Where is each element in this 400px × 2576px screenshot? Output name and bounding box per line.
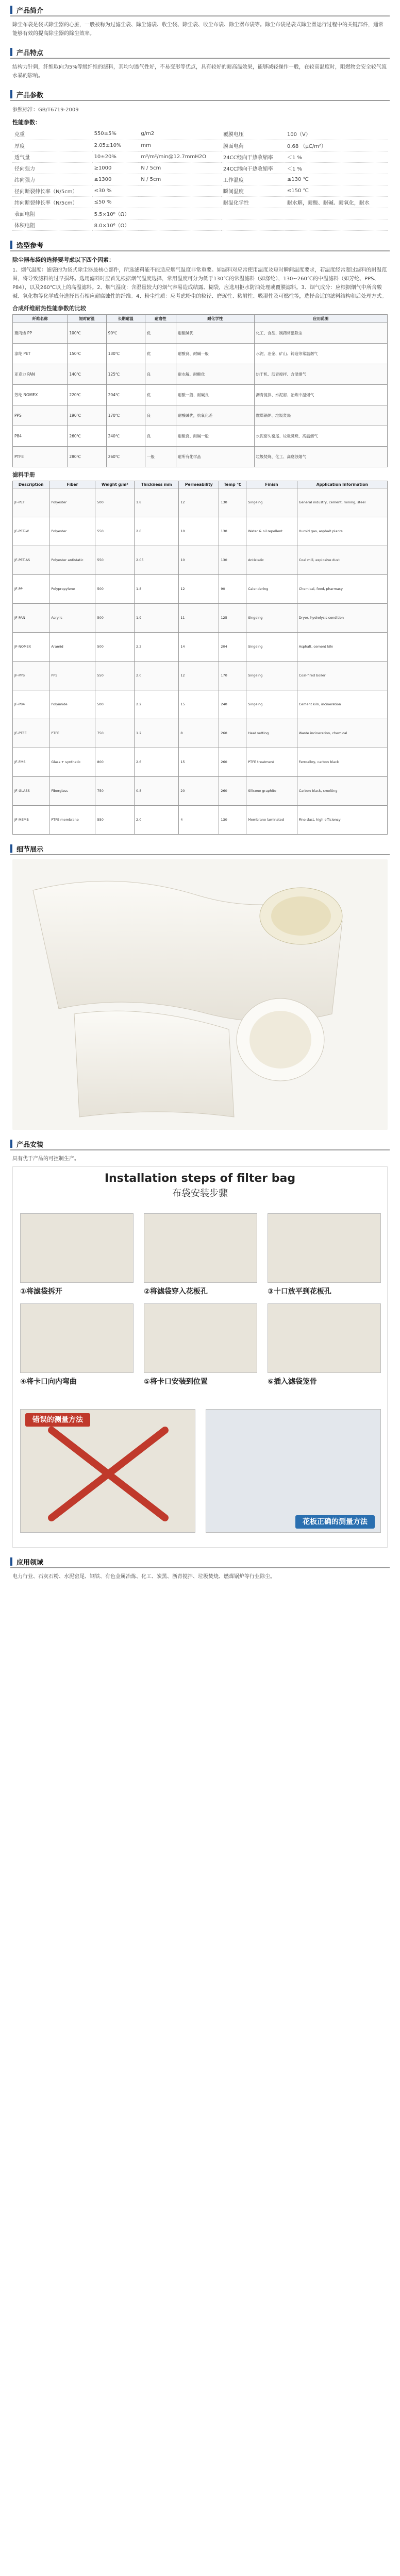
table-cell: 170 [219, 661, 246, 690]
table-cell: 125 [219, 603, 246, 632]
table-cell: JF-P84 [13, 690, 49, 719]
table-cell: Calendering [246, 574, 297, 603]
spec-cell: 10±20% [92, 151, 139, 162]
spec-cell: 24CC纬向干热收缩率 [221, 162, 285, 174]
spec-cell: 径向强力 [12, 162, 92, 174]
spec-cell: 克重 [12, 128, 92, 140]
install-step [144, 1213, 257, 1296]
table-header-cell: Thickness mm [135, 481, 179, 488]
table-cell: Antistatic [246, 546, 297, 574]
install-step [144, 1303, 257, 1386]
table-cell: Singeing [246, 632, 297, 661]
table-cell: 2.05 [135, 546, 179, 574]
table-cell: 800 [95, 748, 135, 776]
table-cell: JF-GLASS [13, 776, 49, 805]
table-cell: Cement kiln, incineration [297, 690, 387, 719]
table-cell: 260℃ [106, 446, 145, 467]
table-cell: 90 [219, 574, 246, 603]
section-intro [10, 3, 390, 16]
table-cell: 90℃ [106, 323, 145, 343]
table-header-row [13, 314, 388, 323]
table-cell: 260℃ [68, 426, 106, 446]
table-cell: 0.8 [135, 776, 179, 805]
table-cell: 4 [179, 805, 219, 834]
table-cell: 15 [179, 690, 219, 719]
table-row [13, 343, 388, 364]
features-text: 结构力针刺，纤维取向为5%等级纤维的滤料，其均匀透气性好，不易变形等优点，具有较好的耐高温效果，能够减轻操作一般，在较高温度时，阻燃物会安全较气流水暴的影响。 [12, 64, 387, 79]
table-cell: General industry, cement, mining, steel [297, 488, 387, 517]
step-label: ⑤将卡口安装到位置 [144, 1377, 208, 1386]
install-step [268, 1303, 381, 1386]
spec-cell: 膜面电荷 [221, 140, 285, 151]
spec-cell: 8.0×10⁶（Ω） [92, 219, 139, 230]
table-cell: 240℃ [106, 426, 145, 446]
table-cell: 170℃ [106, 405, 145, 426]
table-cell: 12 [179, 574, 219, 603]
table-row [13, 364, 388, 384]
table-cell: JF-PAN [13, 603, 49, 632]
table-cell: PTFE [13, 446, 68, 467]
table-cell: Polyester [49, 517, 95, 546]
table-cell: 500 [95, 690, 135, 719]
table-cell: Singeing [246, 603, 297, 632]
spec-cell: g/m2 [139, 128, 221, 140]
table-header-cell: 长期耐温 [106, 314, 145, 323]
table-cell: 沥青搅拌、水泥窑、冶炼中温烟气 [254, 384, 387, 405]
spec-cell [139, 196, 221, 208]
section-bar [10, 90, 12, 98]
spec-row [12, 196, 388, 208]
table-cell: 130 [219, 488, 246, 517]
section-params [10, 88, 390, 101]
spec-cell: 纬向断裂伸长率（N/5cm） [12, 196, 92, 208]
table-cell: 204℃ [106, 384, 145, 405]
table-row [13, 426, 388, 446]
section-bar [10, 844, 12, 853]
table-cell: 20 [179, 776, 219, 805]
section-bar [10, 1557, 12, 1566]
table-cell: 优 [145, 384, 176, 405]
table-cell: JF-FMS [13, 748, 49, 776]
table-cell: 130 [219, 546, 246, 574]
step-image [268, 1213, 381, 1283]
right-method-image [206, 1409, 381, 1533]
spec-cell: ＜1 % [285, 151, 388, 162]
spec-cell [139, 219, 221, 230]
table-row [13, 776, 388, 805]
table-header-cell: Application Information [297, 481, 387, 488]
table-cell: 良 [145, 426, 176, 446]
table-cell: P84 [13, 426, 68, 446]
spec-cell [139, 185, 221, 196]
wrong-method-badge: 错误的测量方法 [25, 1413, 90, 1427]
table-cell: 优 [145, 323, 176, 343]
table-cell: 750 [95, 776, 135, 805]
spec-cell: m³/m²/min@12.7mmH2O [139, 151, 221, 162]
product-page [0, 3, 400, 1595]
spec-cell: 24CC经向干热收缩率 [221, 151, 285, 162]
section-selection [10, 238, 390, 251]
standard-text: 参照标准：GB/T6719-2009 [12, 107, 79, 113]
spec-cell: 工作温度 [221, 174, 285, 185]
table-cell: 耐酸良、耐碱一般 [176, 426, 254, 446]
step-label: ③十口放平到花板孔 [268, 1287, 331, 1296]
table-header-cell: 应用范围 [254, 314, 387, 323]
spec-cell: ＜1 % [285, 162, 388, 174]
table-row [13, 748, 388, 776]
table-cell: 芳纶 NOMEX [13, 384, 68, 405]
table-cell: Silicone graphite [246, 776, 297, 805]
spec-table [12, 128, 388, 231]
table-cell: 1.8 [135, 574, 179, 603]
table-cell: Glass + synthetic [49, 748, 95, 776]
table-cell: JF-NOMEX [13, 632, 49, 661]
table-row [13, 690, 388, 719]
table-cell: Asphalt, cement kiln [297, 632, 387, 661]
table-cell: 12 [179, 488, 219, 517]
table-cell: 一般 [145, 446, 176, 467]
table-cell: 550 [95, 805, 135, 834]
table-cell: JF-PET-W [13, 517, 49, 546]
table-row [13, 719, 388, 748]
table-cell: Acrylic [49, 603, 95, 632]
table-cell: 130 [219, 805, 246, 834]
table-cell: 水泥、冶金、矿山、铸造等常温烟气 [254, 343, 387, 364]
table-header-cell: Finish [246, 481, 297, 488]
spec-cell: ≥1300 [92, 174, 139, 185]
install-figure [12, 1166, 388, 1548]
table-cell: Polyimide [49, 690, 95, 719]
spec-cell: 耐水解，耐酸、耐碱、耐氧化，耐水 [285, 196, 388, 208]
table-cell: 耐水解、耐酸优 [176, 364, 254, 384]
step-image [144, 1213, 257, 1283]
table-cell: 260 [219, 748, 246, 776]
spec-cell: 0.68 （μC/m²） [285, 140, 388, 151]
spec-cell: 覆膜电压 [221, 128, 285, 140]
table-cell: 良 [145, 405, 176, 426]
table-cell: 14 [179, 632, 219, 661]
table-cell: JF-PPS [13, 661, 49, 690]
spec-row [12, 208, 388, 219]
table-cell: 垃圾焚烧、化工、高腐蚀烟气 [254, 446, 387, 467]
table-cell: 2.0 [135, 517, 179, 546]
table-cell: Ferroalloy, carbon black [297, 748, 387, 776]
step-label: ⑥插入滤袋笼骨 [268, 1377, 317, 1386]
section-title: 选型参考 [16, 242, 44, 250]
table-cell: Fiberglass [49, 776, 95, 805]
install-subtitle: 布袋安装步骤 [172, 1188, 228, 1199]
section-title: 产品简介 [16, 7, 44, 15]
spec-cell: 2.05±10% [92, 140, 139, 151]
spec-row [12, 140, 388, 151]
table-cell: 240 [219, 690, 246, 719]
application-text: 电力行业、石灰石粉、水泥窑尾、钢铁、有色金属冶炼、化工、炭黑、沥青搅拌、垃圾焚烧、燃煤锅炉等行业除尘。 [12, 1573, 275, 1580]
step-label: ④将卡口向内弯曲 [20, 1377, 77, 1386]
table-cell: 500 [95, 574, 135, 603]
filter-bag-illustration [12, 859, 388, 1130]
spec-cell: 体积电阻 [12, 219, 92, 230]
spec-cell: 瞬间温度 [221, 185, 285, 196]
section-title: 产品特点 [16, 49, 44, 57]
section-detail [10, 842, 390, 855]
table-cell: 260 [219, 776, 246, 805]
filter-bag-photo [12, 859, 388, 1130]
table-cell: 190℃ [68, 405, 106, 426]
spec-cell: N / 5cm [139, 162, 221, 174]
table-cell: Singeing [246, 661, 297, 690]
table-cell: PPS [49, 661, 95, 690]
section-application [10, 1555, 390, 1568]
fiber-compare-table [12, 314, 388, 467]
spec-cell: ≤150 ℃ [285, 185, 388, 196]
table-cell: PTFE membrane [49, 805, 95, 834]
spec-cell [221, 219, 285, 230]
table-header-cell: 耐磨性 [145, 314, 176, 323]
table-cell: 2.2 [135, 690, 179, 719]
table-cell: 15 [179, 748, 219, 776]
spec-cell: 耐温化学性 [221, 196, 285, 208]
table-cell: Waste incineration, chemical [297, 719, 387, 748]
table-cell: 12 [179, 661, 219, 690]
section-bar [10, 1140, 12, 1148]
table-cell: PTFE treatment [246, 748, 297, 776]
table-cell: 500 [95, 632, 135, 661]
spec-cell [221, 208, 285, 219]
table-cell: Polyester [49, 488, 95, 517]
table-cell: 8 [179, 719, 219, 748]
spec-cell: 5.5×10⁸（Ω） [92, 208, 139, 219]
section-features [10, 45, 390, 59]
table-cell: Carbon black, smelting [297, 776, 387, 805]
table-cell: Fine dust, high efficiency [297, 805, 387, 834]
spec-row [12, 151, 388, 162]
table-row [13, 546, 388, 574]
step-image [144, 1303, 257, 1373]
spec-cell: 径向断裂伸长率（N/5cm） [12, 185, 92, 196]
table-cell: 220℃ [68, 384, 106, 405]
spec-cell: 厚度 [12, 140, 92, 151]
table-row [13, 517, 388, 546]
table-cell: 100℃ [68, 323, 106, 343]
spec-cell: ≤50 % [92, 196, 139, 208]
table-cell: 1.8 [135, 488, 179, 517]
table-cell: 1.2 [135, 719, 179, 748]
table-cell: 耐酸碱优，抗氧化差 [176, 405, 254, 426]
spec-cell: ≤30 % [92, 185, 139, 196]
step-image [268, 1303, 381, 1373]
table-cell: JF-PET [13, 488, 49, 517]
step-label: ②将滤袋穿入花板孔 [144, 1287, 208, 1296]
spec-cell [139, 208, 221, 219]
section-bar [10, 6, 12, 14]
table-row [13, 603, 388, 632]
table-row [13, 446, 388, 467]
table-row [13, 661, 388, 690]
table-cell: 亚克力 PAN [13, 364, 68, 384]
perf-label: 性能参数： [12, 119, 41, 126]
spec-cell: ≤130 ℃ [285, 174, 388, 185]
table-cell: Humid gas, asphalt plants [297, 517, 387, 546]
table-cell: 550 [95, 517, 135, 546]
spec-row [12, 174, 388, 185]
table-cell: 280℃ [68, 446, 106, 467]
table-cell: JF-PP [13, 574, 49, 603]
spec-cell: 550±5% [92, 128, 139, 140]
table-cell: 1.9 [135, 603, 179, 632]
step-image [20, 1303, 134, 1373]
spec-cell: 透气量 [12, 151, 92, 162]
table-cell: 500 [95, 603, 135, 632]
wrong-cross-icon [21, 1410, 196, 1533]
section-title: 应用领域 [16, 1558, 44, 1567]
section-title: 产品参数 [16, 92, 44, 99]
table-cell: 2.6 [135, 748, 179, 776]
table-header-cell: Fiber [49, 481, 95, 488]
section-bar [10, 48, 12, 56]
table-header-cell: 耐化学性 [176, 314, 254, 323]
table1-caption: 合成纤维耐热性能参数的比较 [12, 304, 86, 312]
table-cell: 2.0 [135, 661, 179, 690]
spec-cell: ≥1000 [92, 162, 139, 174]
table-row [13, 805, 388, 834]
table-cell: JF-PTFE [13, 719, 49, 748]
table-cell: Water & oil repellent [246, 517, 297, 546]
table-cell: 耐酸一般、耐碱良 [176, 384, 254, 405]
table-cell: 500 [95, 488, 135, 517]
table-cell: 2.2 [135, 632, 179, 661]
table-cell: 11 [179, 603, 219, 632]
table-cell: Coal mill, explosive dust [297, 546, 387, 574]
filter-manual-table [12, 481, 388, 835]
table-cell: 140℃ [68, 364, 106, 384]
right-method-badge: 花板正确的测量方法 [295, 1515, 375, 1529]
install-step [268, 1213, 381, 1296]
spec-row [12, 185, 388, 196]
table2-caption: 滤料手册 [12, 471, 35, 478]
table-cell: Aramid [49, 632, 95, 661]
table-cell: 耐酸碱优 [176, 323, 254, 343]
step-image [20, 1213, 134, 1283]
section-title: 产品安装 [16, 1141, 44, 1149]
table-row [13, 405, 388, 426]
step-label: ①将滤袋拆开 [20, 1287, 62, 1296]
table-cell: 550 [95, 661, 135, 690]
table-cell: 130 [219, 517, 246, 546]
spec-cell [285, 219, 388, 230]
wrong-method-image [20, 1409, 195, 1533]
table-cell: 550 [95, 546, 135, 574]
table-cell: Coal-fired boiler [297, 661, 387, 690]
spec-cell: 纬向强力 [12, 174, 92, 185]
table-row [13, 384, 388, 405]
table-row [13, 574, 388, 603]
table-cell: 耐所有化学品 [176, 446, 254, 467]
table-row [13, 632, 388, 661]
table-cell: PTFE [49, 719, 95, 748]
table-cell: Polyester antistatic [49, 546, 95, 574]
spec-cell: 100（V） [285, 128, 388, 140]
table-header-cell: Permeability [179, 481, 219, 488]
spec-cell: N / 5cm [139, 174, 221, 185]
table-cell: 150℃ [68, 343, 106, 364]
table-cell: 聚丙烯 PP [13, 323, 68, 343]
table-cell: 涤纶 PET [13, 343, 68, 364]
intro-text: 除尘布袋是袋式除尘器的心脏，一般被称为过滤尘袋、除尘滤袋、收尘袋、除尘袋、收尘布袋、除尘器布袋等。除尘布袋是袋式除尘器运行过程中的关键部件，通常能够有效的提高除尘器的除尘效率。 [12, 22, 384, 37]
table-cell: Membrane laminated [246, 805, 297, 834]
table-cell: 化工、食品、制药常温除尘 [254, 323, 387, 343]
section-bar [10, 241, 12, 249]
table-cell: 204 [219, 632, 246, 661]
install-title: Installation steps of filter bag [104, 1172, 296, 1185]
install-note: 具有优于产品的可控制生产。 [12, 1156, 79, 1162]
table-cell: JF-MEMB [13, 805, 49, 834]
table-row [13, 323, 388, 343]
table-cell: JF-PET-AS [13, 546, 49, 574]
table-cell: 2.0 [135, 805, 179, 834]
table-header-row [13, 481, 388, 488]
table-cell: 良 [145, 364, 176, 384]
table-cell: PPS [13, 405, 68, 426]
table-cell: 750 [95, 719, 135, 748]
table-cell: 260 [219, 719, 246, 748]
table-header-cell: 短时耐温 [68, 314, 106, 323]
table-cell: 耐酸良、耐碱一般 [176, 343, 254, 364]
selection-text: 1、烟气温度：滤袋的为袋式除尘器最核心部件，所选滤料能不能适应烟气温度非常重要。如滤料对应常使用温度及短时瞬间温度要求，若温度经常超过滤料的耐温范围，将导致滤料的过早损坏。选用滤料时应首先根据烟气温度选择，常用温度可分为低于130℃的常温滤料（如涤纶），130~260℃的中温滤料（如芳纶、PPS、P84），以及260℃以上的高温滤料。2、烟气湿度：含湿量较大的烟气容易造成结露、糊袋，应选用拒水防油处理或覆膜滤料。3、烟气成分：应根据烟气中所含酸碱、氧化物等化学成分选择具有相应耐腐蚀性的纤维。4、粉尘性质：应考虑粉尘的粒径、磨琢性、粘附性、吸湿性及可燃性等，选择合适的滤料结构和后处理方式。 [12, 267, 387, 299]
table-cell: 优 [145, 343, 176, 364]
table-header-cell: Weight g/m² [95, 481, 135, 488]
section-install [10, 1137, 390, 1150]
table-cell: Singeing [246, 690, 297, 719]
table-cell: Singeing [246, 488, 297, 517]
spec-row [12, 128, 388, 140]
table-cell: Polypropylene [49, 574, 95, 603]
table-cell: 125℃ [106, 364, 145, 384]
table-header-cell: Description [13, 481, 49, 488]
table-cell: 水泥窑头窑尾、垃圾焚烧、高温烟气 [254, 426, 387, 446]
spec-cell: mm [139, 140, 221, 151]
table-cell: Chemical, food, pharmacy [297, 574, 387, 603]
spec-row [12, 162, 388, 174]
table-cell: 10 [179, 546, 219, 574]
table-header-cell: Temp ℃ [219, 481, 246, 488]
table-header-cell: 纤维名称 [13, 314, 68, 323]
install-step [20, 1303, 134, 1386]
table-cell: 130℃ [106, 343, 145, 364]
table-cell: Dryer, hydrolysis condition [297, 603, 387, 632]
table-cell: 燃煤锅炉、垃圾焚烧 [254, 405, 387, 426]
selection-heading: 除尘器布袋的选择要考虑以下四个因素： [12, 256, 114, 263]
section-title: 细节展示 [16, 845, 44, 854]
spec-cell [285, 208, 388, 219]
table-cell: 烘干机、沥青搅拌、含湿烟气 [254, 364, 387, 384]
install-step [20, 1213, 134, 1296]
table-row [13, 488, 388, 517]
spec-row [12, 219, 388, 230]
table-cell: Heat setting [246, 719, 297, 748]
spec-cell: 表面电阻 [12, 208, 92, 219]
table-cell: 10 [179, 517, 219, 546]
